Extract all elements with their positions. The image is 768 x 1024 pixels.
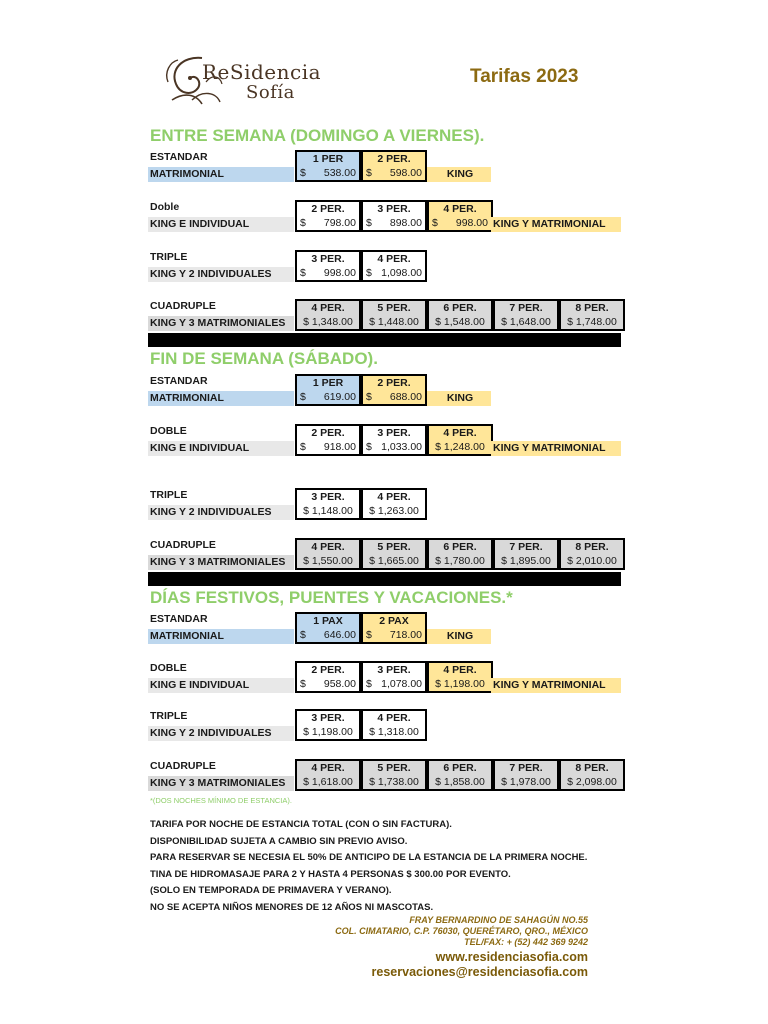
price: 646.00 — [323, 629, 356, 641]
rate-value — [427, 216, 493, 232]
rate-header: 4 PER. — [295, 538, 361, 554]
price: 538.00 — [323, 167, 356, 179]
phone-line: TEL/FAX: + (52) 442 369 9242 — [464, 937, 588, 947]
rate-header: 6 PER. — [427, 538, 493, 554]
king-upgrade-label: KING — [427, 391, 491, 406]
rate-value — [361, 166, 427, 182]
room-type-label: CUADRUPLE — [150, 539, 216, 551]
bed-type-label: KING E INDIVIDUAL — [148, 678, 294, 693]
section-divider — [148, 572, 621, 586]
rate-value — [361, 440, 427, 456]
king-upgrade-label: KING Y MATRIMONIAL — [491, 217, 621, 232]
price: 1,098.00 — [381, 267, 422, 279]
rate-value: $ 1,198.00 — [295, 725, 361, 741]
rate-header: 4 PER. — [295, 759, 361, 775]
price: 918.00 — [323, 441, 356, 453]
rate-value: $ 1,780.00 — [427, 554, 493, 570]
bed-type-label: KING Y 2 INDIVIDUALES — [148, 505, 294, 520]
rate-header: 4 PER. — [427, 424, 493, 440]
currency-symbol: $ — [300, 391, 306, 403]
king-upgrade-label: KING Y MATRIMONIAL — [491, 678, 621, 693]
note-line: DISPONIBILIDAD SUJETA A CAMBIO SIN PREVIO AVISO. — [150, 835, 408, 847]
rate-header: 3 PER. — [361, 661, 427, 677]
rate-header: 6 PER. — [427, 299, 493, 315]
room-type-label: ESTANDAR — [150, 151, 208, 163]
room-type-label: CUADRUPLE — [150, 760, 216, 772]
rate-header: 2 PER. — [295, 424, 361, 440]
rate-header: 8 PER. — [559, 538, 625, 554]
price: 718.00 — [389, 629, 422, 641]
price: 598.00 — [389, 167, 422, 179]
price: 998.00 — [455, 217, 488, 229]
note-line: TINA DE HIDROMASAJE PARA 2 Y HASTA 4 PERSONAS $ 300.00 POR EVENTO. — [150, 868, 511, 880]
room-type-label: DOBLE — [150, 662, 187, 674]
rate-header: 3 PER. — [295, 709, 361, 725]
notes-list — [150, 817, 587, 916]
rate-value: $ 1,895.00 — [493, 554, 559, 570]
bed-type-label: MATRIMONIAL — [148, 167, 294, 182]
currency-symbol: $ — [300, 167, 306, 179]
rate-value: $ 1,198.00 — [427, 677, 493, 693]
price: 958.00 — [323, 678, 356, 690]
section-title: FIN DE SEMANA (SÁBADO). — [150, 349, 378, 368]
room-type-label: DOBLE — [150, 425, 187, 437]
room-type-label: ESTANDAR — [150, 375, 208, 387]
rate-header: 2 PER. — [295, 661, 361, 677]
bed-type-label: MATRIMONIAL — [148, 629, 294, 644]
bed-type-label: KING Y 3 MATRIMONIALES — [148, 555, 294, 570]
rate-header: 2 PER. — [361, 374, 427, 390]
room-type-label: ESTANDAR — [150, 613, 208, 625]
rate-header: 5 PER. — [361, 299, 427, 315]
address-line: COL. CIMATARIO, C.P. 76030, QUERÉTARO, QRO., MÉXICO — [335, 926, 588, 936]
rate-value — [295, 390, 361, 406]
rate-header: 1 PER — [295, 374, 361, 390]
room-type-label: CUADRUPLE — [150, 300, 216, 312]
rate-header: 7 PER. — [493, 759, 559, 775]
price: 1,078.00 — [381, 678, 422, 690]
note-line: TARIFA POR NOCHE DE ESTANCIA TOTAL (CON O SIN FACTURA). — [150, 819, 452, 830]
rate-value: $ 1,618.00 — [295, 775, 361, 791]
king-upgrade-label: KING — [427, 629, 491, 644]
rate-value — [295, 166, 361, 182]
price: 898.00 — [389, 217, 422, 229]
rate-value — [361, 216, 427, 232]
logo-text-line1: ReSidencia — [202, 60, 322, 84]
price: 998.00 — [323, 267, 356, 279]
bed-type-label: MATRIMONIAL — [148, 391, 294, 406]
note-line: (SOLO EN TEMPORADA DE PRIMAVERA Y VERANO). — [150, 885, 392, 896]
rate-value — [361, 266, 427, 282]
rate-value: $ 2,098.00 — [559, 775, 625, 791]
currency-symbol: $ — [300, 441, 306, 453]
bed-type-label: KING E INDIVIDUAL — [148, 217, 294, 232]
rate-value — [295, 266, 361, 282]
bed-type-label: KING Y 3 MATRIMONIALES — [148, 776, 294, 791]
rate-value: $ 1,550.00 — [295, 554, 361, 570]
rate-header: 2 PER. — [295, 200, 361, 216]
rate-header: 4 PER. — [427, 661, 493, 677]
section-title: ENTRE SEMANA (DOMINGO A VIERNES). — [150, 126, 485, 145]
email-link[interactable]: reservaciones@residenciasofia.com — [371, 965, 588, 979]
rate-value: $ 1,738.00 — [361, 775, 427, 791]
rate-value — [361, 390, 427, 406]
rate-header: 3 PER. — [361, 424, 427, 440]
rate-value: $ 1,858.00 — [427, 775, 493, 791]
website-link[interactable]: www.residenciasofia.com — [435, 950, 588, 964]
king-upgrade-label: KING — [427, 167, 491, 182]
price: 688.00 — [389, 391, 422, 403]
currency-symbol: $ — [366, 629, 372, 641]
rate-value: $ 1,263.00 — [361, 504, 427, 520]
currency-symbol: $ — [300, 629, 306, 641]
address — [335, 915, 588, 948]
currency-symbol: $ — [300, 267, 306, 279]
rate-header: 4 PER. — [361, 250, 427, 266]
page-title: Tarifas 2023 — [470, 66, 579, 87]
room-type-label: TRIPLE — [150, 710, 188, 722]
currency-symbol: $ — [366, 167, 372, 179]
rate-header: 8 PER. — [559, 299, 625, 315]
rate-value: $ 1,748.00 — [559, 315, 625, 331]
room-type-label: TRIPLE — [150, 251, 188, 263]
currency-symbol: $ — [366, 217, 372, 229]
currency-symbol: $ — [300, 217, 306, 229]
rate-header: 5 PER. — [361, 759, 427, 775]
rate-header: 8 PER. — [559, 759, 625, 775]
bed-type-label: KING Y 2 INDIVIDUALES — [148, 726, 294, 741]
rate-header: 4 PER. — [361, 709, 427, 725]
rate-header: 5 PER. — [361, 538, 427, 554]
rate-value — [361, 628, 427, 644]
bed-type-label: KING Y 2 INDIVIDUALES — [148, 267, 294, 282]
currency-symbol: $ — [366, 441, 372, 453]
rate-value: $ 1,648.00 — [493, 315, 559, 331]
rate-value — [295, 216, 361, 232]
note-line: NO SE ACEPTA NIÑOS MENORES DE 12 AÑOS NI MASCOTAS. — [150, 901, 434, 913]
rate-header: 3 PER. — [295, 488, 361, 504]
rate-header: 3 PER. — [361, 200, 427, 216]
currency-symbol: $ — [432, 217, 438, 229]
rate-header: 4 PER. — [295, 299, 361, 315]
rate-value — [295, 440, 361, 456]
room-type-label: Doble — [150, 201, 180, 213]
rate-header: 4 PER. — [361, 488, 427, 504]
note-line: PARA RESERVAR SE NECESIA EL 50% DE ANTICIPO DE LA ESTANCIA DE LA PRIMERA NOCHE. — [150, 852, 588, 863]
rate-header: 7 PER. — [493, 299, 559, 315]
rate-value: $ 1,448.00 — [361, 315, 427, 331]
currency-symbol: $ — [366, 678, 372, 690]
rate-value — [361, 677, 427, 693]
address-line: FRAY BERNARDINO DE SAHAGÚN NO.55 — [409, 915, 588, 925]
price: 1,033.00 — [381, 441, 422, 453]
contact — [372, 950, 588, 980]
rate-value — [295, 628, 361, 644]
section-divider — [148, 333, 621, 347]
rate-value: $ 1,318.00 — [361, 725, 427, 741]
currency-symbol: $ — [366, 267, 372, 279]
rate-header: 3 PER. — [295, 250, 361, 266]
logo-text-line2: Sofía — [246, 82, 295, 103]
rate-header: 7 PER. — [493, 538, 559, 554]
rate-value — [295, 677, 361, 693]
currency-symbol: $ — [366, 391, 372, 403]
rate-header: 2 PER. — [361, 150, 427, 166]
currency-symbol: $ — [300, 678, 306, 690]
rate-header: 1 PAX — [295, 612, 361, 628]
rate-value: $ 1,348.00 — [295, 315, 361, 331]
bed-type-label: KING Y 3 MATRIMONIALES — [148, 316, 294, 331]
price: 798.00 — [323, 217, 356, 229]
rate-header: 2 PAX — [361, 612, 427, 628]
rate-value: $ 1,978.00 — [493, 775, 559, 791]
price: 619.00 — [323, 391, 356, 403]
rate-value: $ 1,248.00 — [427, 440, 493, 456]
bed-type-label: KING E INDIVIDUAL — [148, 441, 294, 456]
rate-header: 6 PER. — [427, 759, 493, 775]
rate-header: 4 PER. — [427, 200, 493, 216]
rate-value: $ 1,665.00 — [361, 554, 427, 570]
rate-value: $ 1,548.00 — [427, 315, 493, 331]
room-type-label: TRIPLE — [150, 489, 188, 501]
rate-value: $ 2,010.00 — [559, 554, 625, 570]
rate-value: $ 1,148.00 — [295, 504, 361, 520]
section-title: DÍAS FESTIVOS, PUENTES Y VACACIONES.* — [150, 588, 513, 607]
king-upgrade-label: KING Y MATRIMONIAL — [491, 441, 621, 456]
rate-header: 1 PER — [295, 150, 361, 166]
min-nights-note: *(DOS NOCHES MÍNIMO DE ESTANCIA). — [150, 796, 292, 805]
